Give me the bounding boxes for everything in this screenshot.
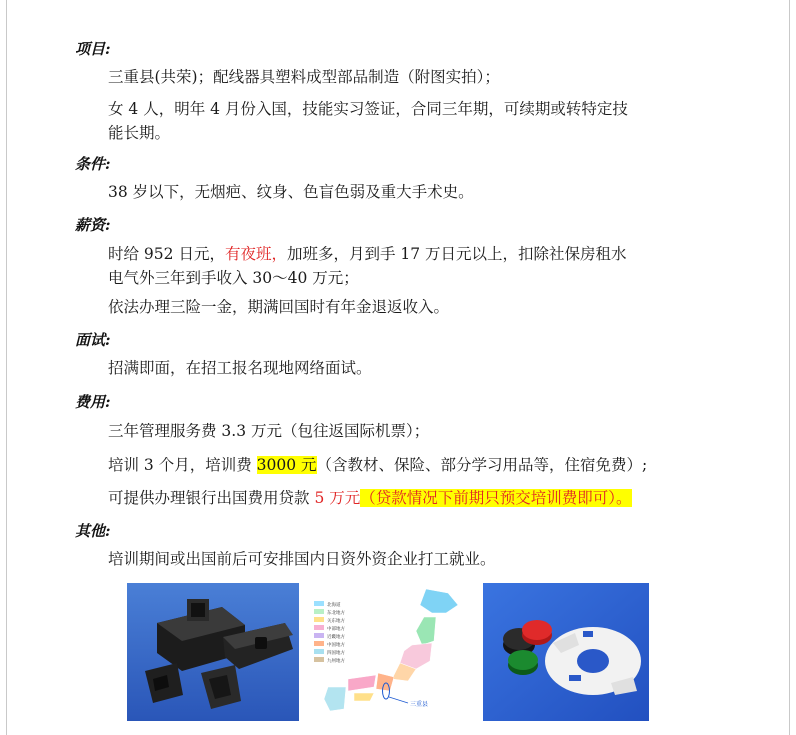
legend-label-7: 九州地方 (327, 659, 345, 664)
project-line-2: 女 4 人，明年 4 月份入国，技能实习签证，合同三年期，可续期或转特定技 (108, 100, 628, 118)
salary-line-1 (108, 241, 627, 267)
section-heading-other: 其他: (75, 522, 111, 540)
map-pin-label: 三重县 (410, 701, 429, 708)
right-margin-line (789, 0, 790, 735)
loan-text: 可提供办理银行出国费用贷款 (108, 489, 315, 507)
section-heading-salary: 薪资: (75, 216, 111, 234)
project-line-1: 三重县(共荣)；配线器具塑料成型部品制造（附图实拍）； (108, 68, 500, 86)
fees-line-2 (108, 452, 647, 478)
loan-amount-text: 5 万元 (314, 489, 361, 507)
legend-label-4: 近畿地方 (327, 635, 345, 640)
other-line-1: 培训期间或出国前后可安排国内日资外资企业打工就业。 (108, 550, 496, 568)
salary-line-3: 依法办理三险一金，期满回国时有年金退返收入。 (108, 298, 450, 316)
section-heading-fees: 费用: (75, 393, 111, 411)
salary-hourly-text: 时给 952 日元， (108, 245, 225, 263)
product-photo-discs (483, 583, 649, 721)
japan-map-figure (308, 583, 474, 721)
section-heading-interview: 面试: (75, 331, 111, 349)
japan-map-image (308, 583, 474, 721)
training-fee-highlight: 3000 元 (256, 456, 317, 474)
legend-label-1: 东北地方 (327, 611, 345, 616)
project-line-3: 能长期。 (108, 124, 171, 142)
training-text: 培训 3 个月，培训费 (108, 456, 257, 474)
plastic-parts-image (127, 583, 299, 721)
section-heading-project: 项目: (75, 40, 111, 58)
loan-note-highlight: （贷款情况下前期只预交培训费即可）。 (360, 489, 632, 507)
left-margin-line (6, 0, 7, 735)
salary-line-2: 电气外三年到手收入 30～40 万元； (108, 269, 359, 287)
fees-line-3 (108, 485, 632, 511)
training-includes-text: （含教材、保险、部分学习用品等，住宿免费）; (316, 456, 648, 474)
conditions-line-1: 38 岁以下，无烟疤、纹身、色盲色弱及重大手术史。 (108, 183, 474, 201)
legend-label-0: 北海道 (327, 603, 341, 608)
product-photo-parts (127, 583, 299, 721)
legend-label-5: 中国地方 (327, 643, 345, 648)
section-heading-conditions: 条件: (75, 155, 111, 173)
legend-label-2: 关东地方 (327, 619, 345, 624)
salary-overtime-text: 加班多，月到手 17 万日元以上，扣除社保房租水 (286, 245, 627, 263)
legend-label-6: 四国地方 (327, 651, 345, 656)
night-shift-text: 有夜班， (224, 245, 287, 263)
legend-label-3: 中部地方 (327, 627, 345, 632)
fees-line-1: 三年管理服务费 3.3 万元（包往返国际机票）； (108, 422, 430, 440)
interview-line-1: 招满即面，在招工报名现地网络面试。 (108, 359, 372, 377)
discs-parts-image (483, 583, 649, 721)
